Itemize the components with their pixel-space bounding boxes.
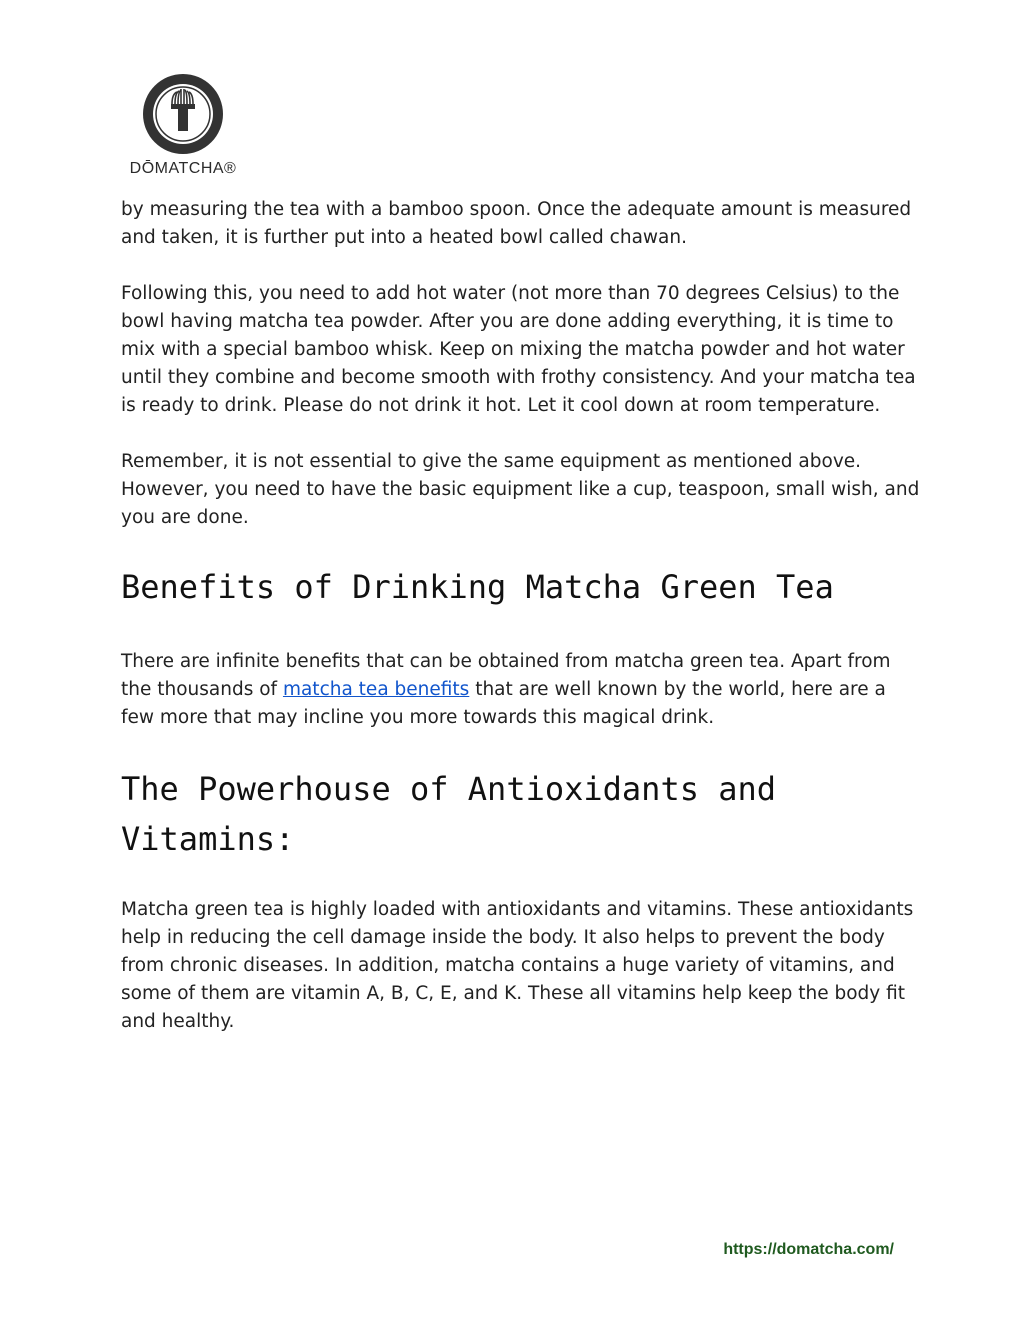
- paragraph-equipment-note: Remember, it is not essential to give the same equipment as mentioned above. However, you need to have the basic equipment like a cup, teaspoon, small wish, and you are done.: [121, 451, 920, 528]
- document-body: [121, 196, 921, 1036]
- paragraph-antioxidants: Matcha green tea is highly loaded with antioxidants and vitamins. These antioxidants help in reducing the cell damage inside the body. It also helps to prevent the body from chronic diseases. In addition, matcha contains a huge variety of vitamins, and some of them are vitamin A, B, C, E, and K. These all vitamins help keep the body fit and healthy.: [121, 899, 914, 1032]
- paragraph-benefits-text-end: that are well known by the world, here are a few more that may incline you more towards this magical drink.: [121, 679, 886, 728]
- paragraph-preparation-steps: Following this, you need to add hot water (not more than 70 degrees Celsius) to the bowl having matcha tea powder. After you are done adding everything, it is time to mix with a special bamboo whisk. Keep on mixing the matcha powder and hot water until they combine and become smooth with frothy consistency. And your matcha tea is ready to drink. Please do not drink it hot. Let it cool down at room temperature.: [121, 283, 916, 416]
- paragraph-benefits-text-start: There are infinite benefits that can be obtained from matcha green tea. Apart from the thousands of: [121, 651, 891, 700]
- matcha-tea-benefits-link[interactable]: matcha tea benefits: [282, 679, 470, 700]
- bamboo-whisk-logo-icon: [120, 74, 246, 162]
- brand-logo: [120, 74, 246, 186]
- heading-powerhouse: The Powerhouse of Antioxidants and Vitamins:: [121, 770, 777, 858]
- brand-wordmark: DŌMATCHA®: [129, 160, 237, 177]
- paragraph-benefits-intro: [121, 648, 921, 732]
- paragraph-preparation-intro: by measuring the tea with a bamboo spoon. Once the adequate amount is measured and taken, it is further put into a heated bowl called chawan.: [121, 199, 912, 248]
- heading-benefits: Benefits of Drinking Matcha Green Tea: [121, 568, 834, 606]
- footer-website-link[interactable]: https://domatcha.com/: [723, 1241, 894, 1258]
